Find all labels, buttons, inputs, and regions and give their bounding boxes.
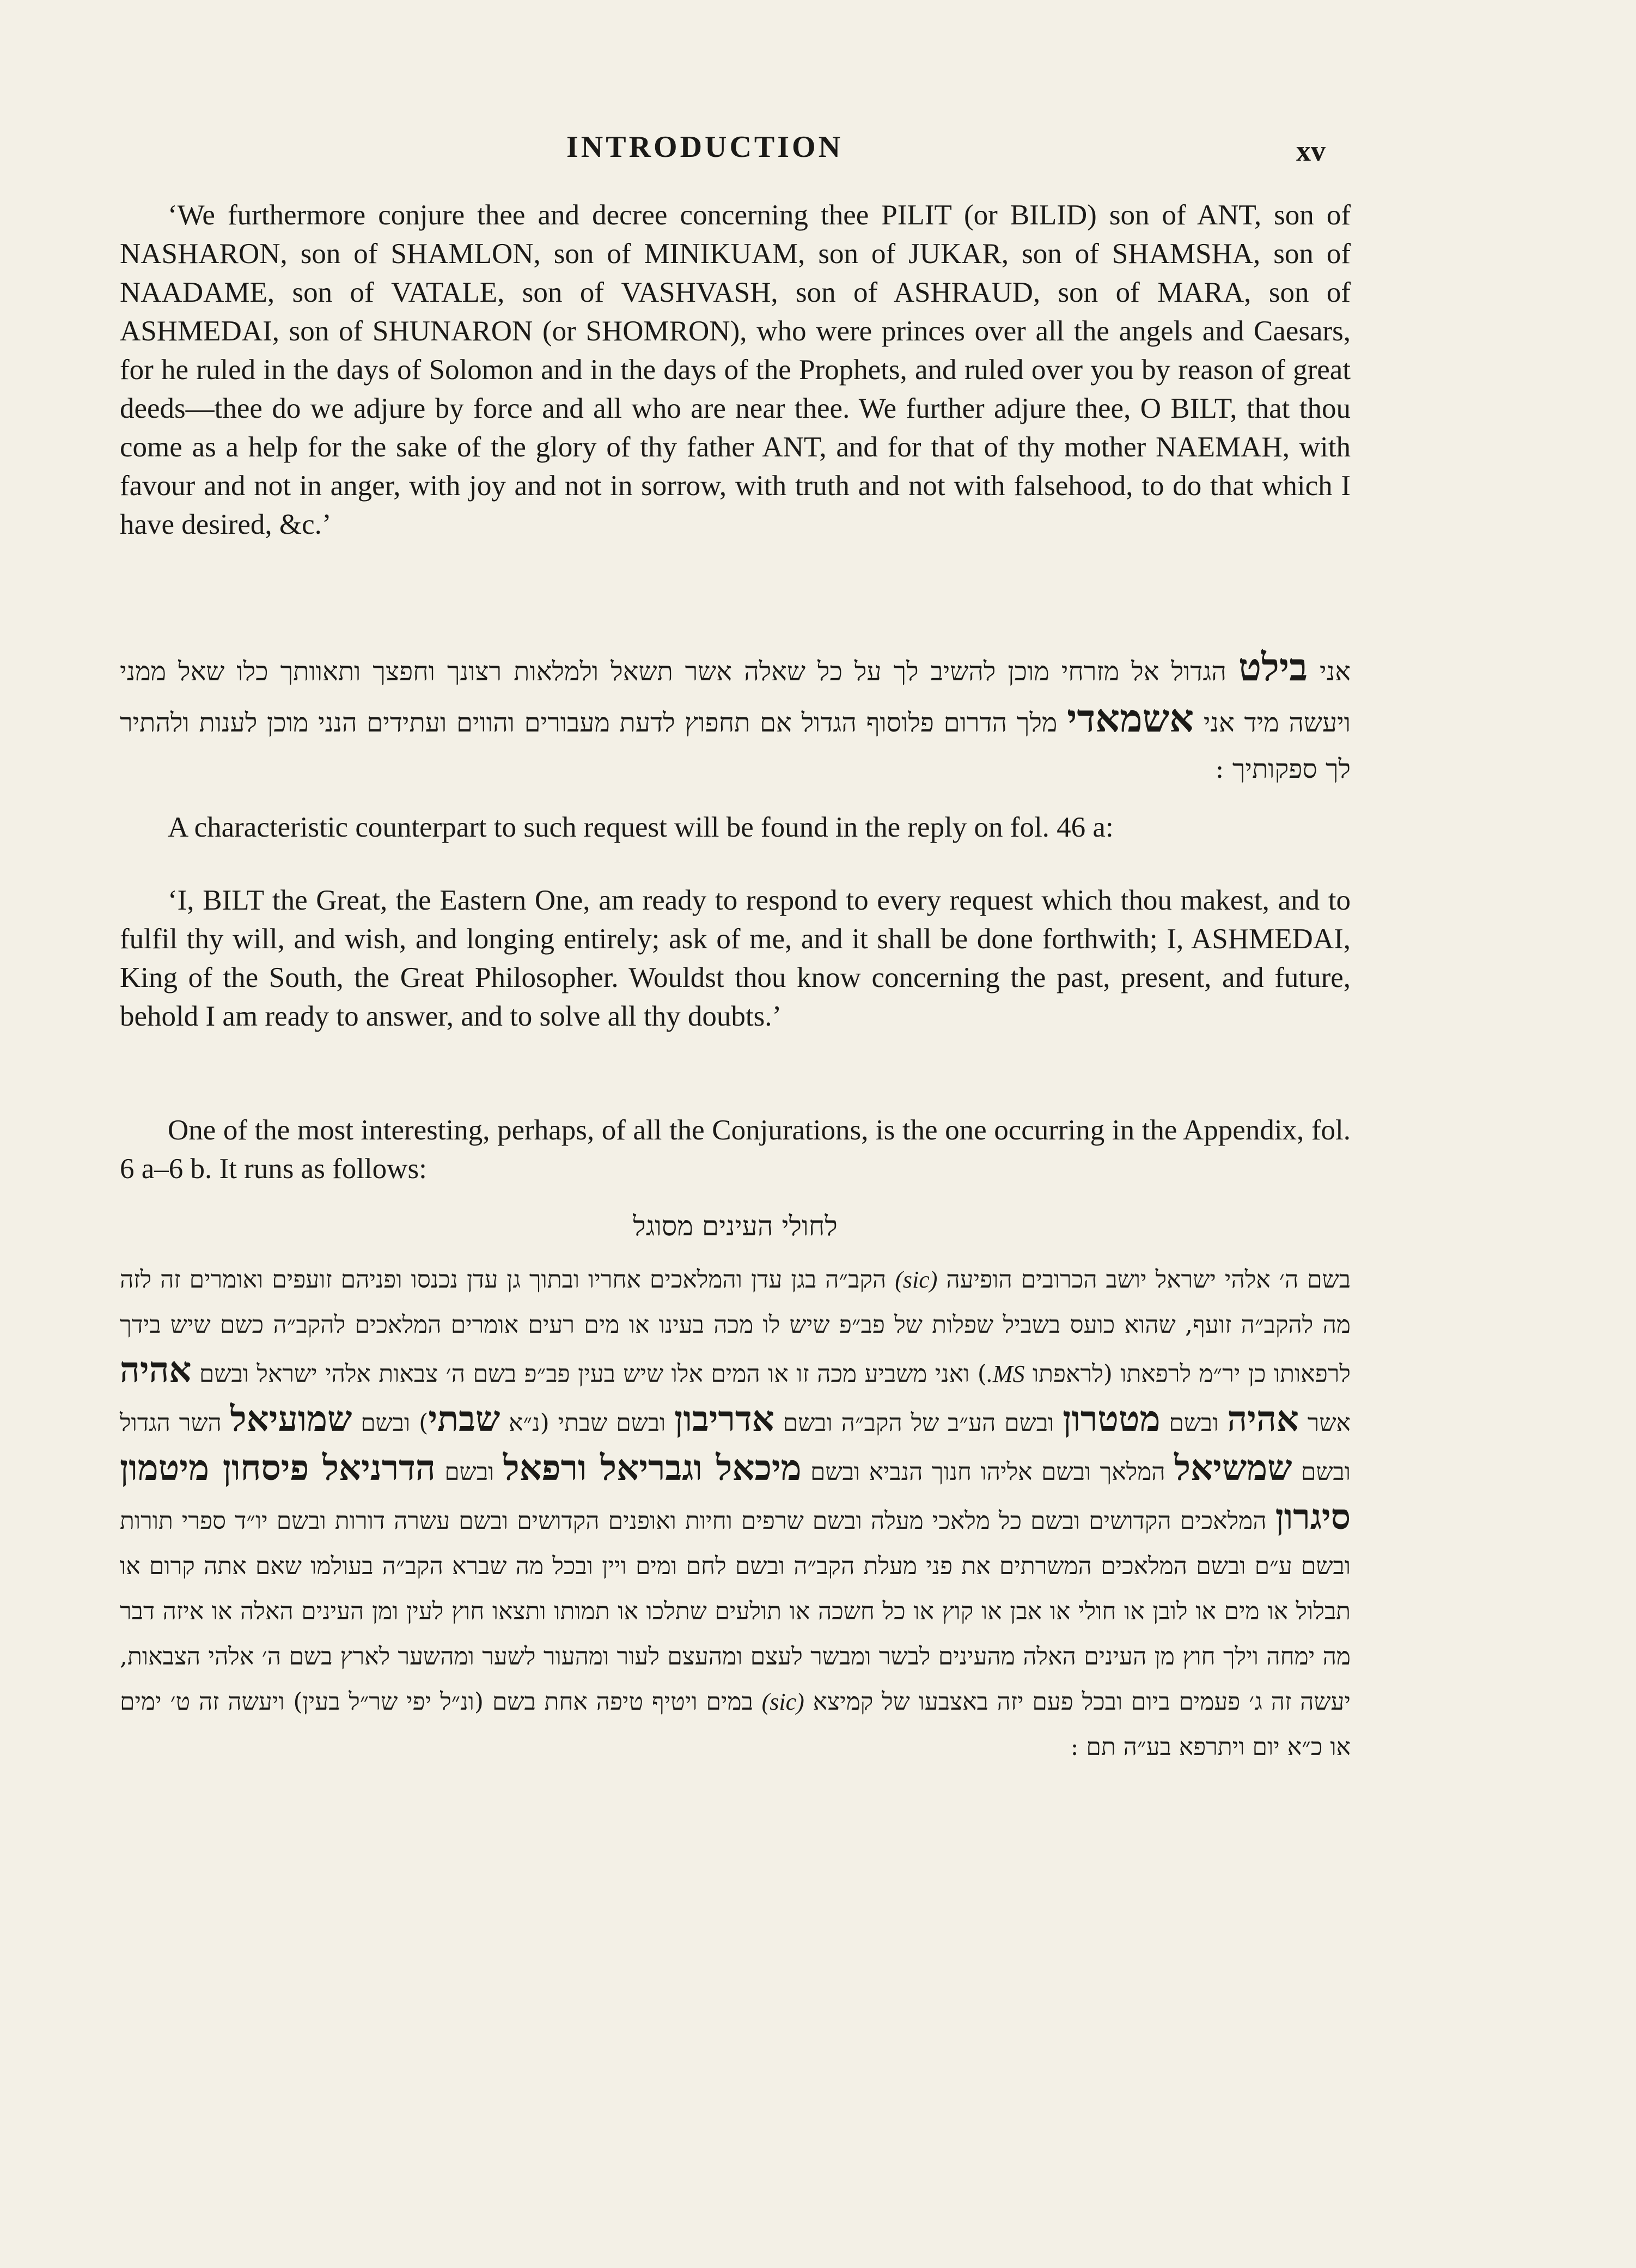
appendix-text: One of the most interesting, perhaps, of all the Conjurations, is the one occurring in the Appendix, fol. 6 a–6 b. It runs as follows: <box>120 1114 1351 1185</box>
charm-seg: ובשם שבתי (נ״א <box>509 1409 666 1437</box>
charm-seg: במים ויטיף טיפה אחת בשם (ונ״ל יפי שר״ל בעין) ויעשה זה ט׳ ימים או כ״א יום ויתרפא בע״ה תם : <box>120 1688 1351 1761</box>
page-number: xv <box>1296 135 1326 167</box>
divine-name: אהיה <box>1227 1399 1299 1440</box>
angel-name: הדרניאל פיסחון מיטמון סיגרון <box>120 1448 1351 1538</box>
charm-seg: בשם ה׳ אלהי ישראל יושב הכרובים הופיעה <box>946 1266 1351 1294</box>
hebrew-reply-block <box>120 644 1351 792</box>
charm-seg: ) ואני משביע מכה זו או המים אלו שיש בעין פב״פ בשם ה׳ צבאות אלהי ישראל ובשם <box>199 1360 987 1388</box>
hebrew-heading-block <box>120 1210 1351 1242</box>
hebrew-reply-text <box>120 644 1351 792</box>
charm-seg: ובשם הע״ב של הקב״ה ובשם <box>783 1409 1054 1437</box>
charm-seg: הקב״ה בגן עדן והמלאכים אחריו ובתוך גן עדן נכנסו ופניהם זועפים ואומרים זה לזה מה להקב״ה זועף, שהוא כועס בשביל שפלות של פב״פ שיש לו מכה בעינו או מים רעים אומרים המלאכים להקב״ה כשם שיש בידך לרפאותו כן יר״מ לרפאתו (לראפתו <box>120 1266 1351 1388</box>
sic-note: (sic) <box>761 1688 804 1715</box>
angel-name: שמשיאל <box>1174 1448 1292 1489</box>
hebrew-reply-part-1: אני <box>1320 656 1351 687</box>
angel-name: אדריבון <box>674 1399 774 1440</box>
conjuration-text: ‘We furthermore conjure thee and decree concerning thee PILIT (or BILID) son of ANT, son of NASHARON, son of SHAMLON, son of MINIKUAM, son of JUKAR, son of SHAMSHA, son of NAADAME, son of VATALE, son of VASHVASH, son of ASHRAUD, son of MARA, son of ASHMEDAI, son of SHUNARON (or SHOMRON), who were princes over all the angels and Caesars, for he ruled in the days of Solomon and in the days of the Prophets, and ruled over you by reason of great deeds—thee do we adjure by force and all who are near thee. We further adjure thee, O BILT, that thou come as a help for the sake of the glory of thy father ANT, and for that of thy mother NAEMAH, with favour and not in anger, with joy and not in sorrow, with truth and not with falsehood, to do that which I have desired, &c.’ <box>120 199 1351 540</box>
charm-seg: המלאך ובשם אליהו חנוך הנביא ובשם <box>810 1458 1165 1486</box>
appendix-paragraph <box>120 1111 1351 1188</box>
reply-paragraph <box>120 881 1351 1036</box>
hebrew-heading: לחולי העינים מסוגל <box>633 1210 838 1242</box>
charm-seg: אשר <box>1307 1409 1351 1437</box>
hebrew-reply-part-3: מלך הדרום פלוסוף הגדול אם תחפוץ לדעת מעבורים והווים ועתידים הנני מוכן לענות ולהתיר לך ספקותיך : <box>120 708 1351 784</box>
hebrew-name-ashmedai: אשמאדי <box>1067 696 1194 741</box>
charm-seg: המלאכים הקדושים ובשם כל מלאכי מעלה ובשם שרפים וחיות ואופנים הקדושים ובשם עשרה דורות ובשם יו״ד ספרי תורות ובשם ע״ם ובשם המלאכים המשרתים את פני מעלת הקב״ה ובשם לחם ומים ויין ובכל מה שברא הקב״ה בעולמו שאם אתה קרום או תבלול או מים או לובן או חולי או אבן או קוץ או כל חשכה או תולעים שתלכו או תמותו ותצאו חוץ לעין ומן העינים האלה או איזה דבר מה ימחה וילך חוץ מן העינים האלה מהעינים לבשר ומבשר לעצם ומהעצם לעור ומהעור לשער ומהשער לארץ בשם ה׳ אלהי הצבאות, יעשה זה ג׳ פעמים ביום ובכל פעם יזה באצבעו של קמיצא <box>120 1507 1351 1716</box>
charm-seg: ובשם <box>444 1458 495 1486</box>
conjuration-paragraph <box>120 196 1351 544</box>
counterpart-text: A characteristic counterpart to such request will be found in the reply on fol. 46 a: <box>168 812 1114 843</box>
charm-seg: ) ובשם <box>361 1409 429 1437</box>
counterpart-paragraph <box>120 808 1351 847</box>
running-title: INTRODUCTION <box>566 130 844 164</box>
hebrew-reply-part-2: הגדול אל מזרחי מוכן להשיב לך על כל שאלה אשר תשאל ולמלאות רצונך וחפצך ותאוותך כלו שאל ממני ויעשה מיד אני <box>120 656 1351 738</box>
angel-name: מיכאל וגבריאל ורפאל <box>503 1448 802 1489</box>
charm-seg: השר הגדול ובשם <box>120 1409 1351 1486</box>
reply-text: ‘I, BILT the Great, the Eastern One, am ready to respond to every request which thou makest, and to fulfil thy will, and wish, and longing entirely; ask of me, and it shall be done forthwith; I, ASHMEDAI, King of the South, the Great Philosopher. Wouldst thou know concerning the past, present, and future, behold I am ready to answer, and to solve all thy doubts.’ <box>120 885 1351 1032</box>
hebrew-charm-block <box>120 1257 1351 1770</box>
sic-note: (sic) <box>895 1266 938 1293</box>
angel-name: שמועיאל <box>230 1399 352 1440</box>
running-head <box>0 130 1636 173</box>
hebrew-charm-text <box>120 1257 1351 1770</box>
divine-name: אהיה <box>120 1350 192 1391</box>
ms-note: MS. <box>986 1361 1025 1387</box>
angel-name: שבתי <box>428 1399 500 1440</box>
angel-name: מטטרון <box>1063 1399 1161 1440</box>
charm-seg: ובשם <box>1169 1409 1219 1437</box>
hebrew-name-bilt: בילט <box>1238 644 1308 690</box>
